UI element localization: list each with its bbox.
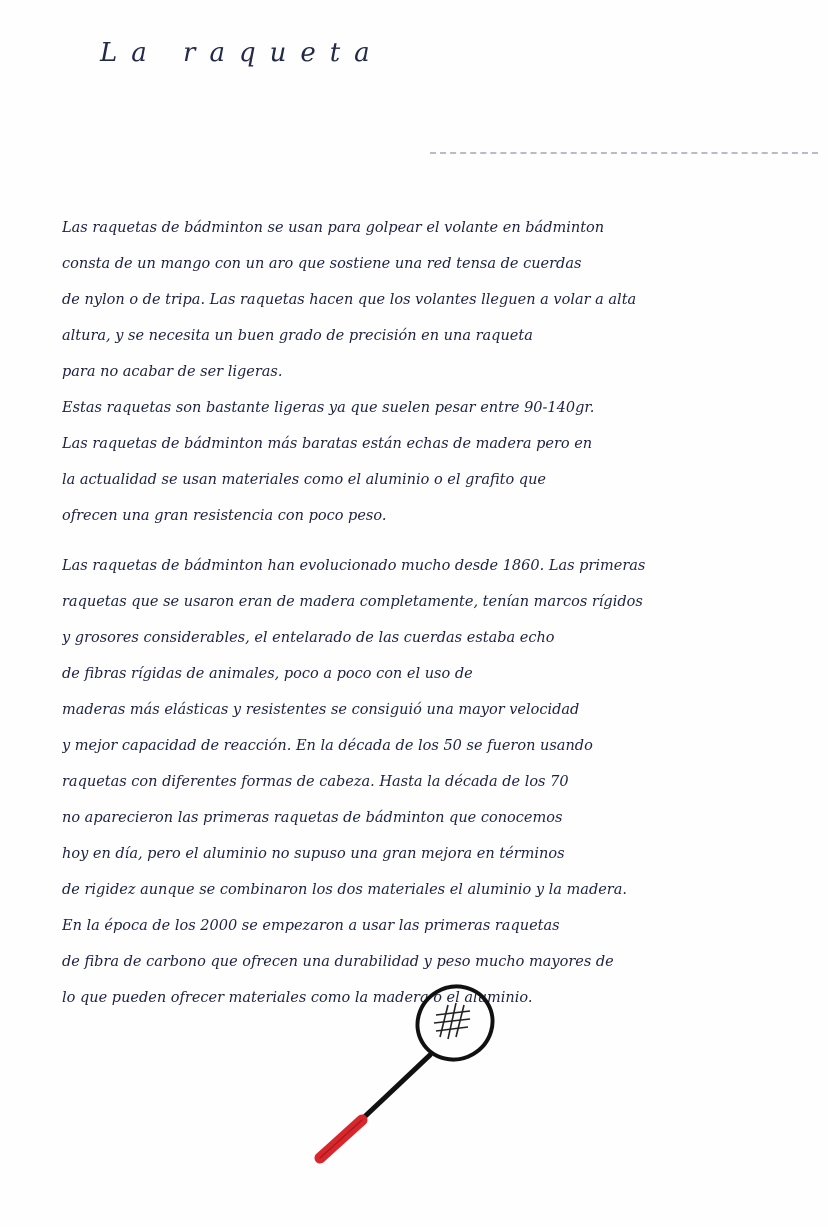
text-line: y grosores considerables, el entelarado de las cuerdas estaba echo [62,630,555,646]
text-line: de fibra de carbono que ofrecen una durabilidad y peso mucho mayores de [62,954,614,970]
text-line: altura, y se necesita un buen grado de precisión en una raqueta [62,328,533,344]
text-line: para no acabar de ser ligeras. [62,364,283,380]
paragraph-2 [62,548,792,1016]
text-line: hoy en día, pero el aluminio no supuso una gran mejora en términos [62,846,565,862]
dashed-divider [430,152,818,154]
text-line: y mejor capacidad de reacción. En la década de los 50 se fueron usando [62,738,593,754]
racket-grip-outline [320,1120,362,1158]
badminton-racket-icon [300,975,510,1175]
text-line: Estas raquetas son bastante ligeras ya que suelen pesar entre 90-140gr. [62,400,595,416]
text-line: de nylon o de tripa. Las raquetas hacen que los volantes lleguen a volar a alta [62,292,637,308]
racket-head [404,975,506,1073]
text-line: ofrecen una gran resistencia con poco peso. [62,508,387,524]
text-line: lo que pueden ofrecer materiales como la madera o el aluminio. [62,990,533,1006]
text-line: Las raquetas de bádminton se usan para golpear el volante en bádminton [62,220,605,236]
text-line: En la época de los 2000 se empezaron a usar las primeras raquetas [62,918,560,934]
text-line: de fibras rígidas de animales, poco a poco con el uso de [62,666,473,682]
text-line: raquetas que se usaron eran de madera completamente, tenían marcos rígidos [62,594,643,610]
racket-strings [434,1003,470,1039]
text-line: de rigidez aunque se combinaron los dos materiales el aluminio y la madera. [62,882,627,898]
text-line: la actualidad se usan materiales como el aluminio o el grafito que [62,472,547,488]
text-line: consta de un mango con un aro que sostiene una red tensa de cuerdas [62,256,582,272]
paragraph-1 [62,210,792,534]
page-title: La raqueta [100,38,384,68]
text-line: no aparecieron las primeras raquetas de bádminton que conocemos [62,810,563,826]
text-line: Las raquetas de bádminton más baratas están echas de madera pero en [62,436,593,452]
text-line: raquetas con diferentes formas de cabeza. Hasta la década de los 70 [62,774,569,790]
racket-shaft [358,1055,430,1123]
text-line: maderas más elásticas y resistentes se consiguió una mayor velocidad [62,702,580,718]
text-line: Las raquetas de bádminton han evolucionado mucho desde 1860. Las primeras [62,558,646,574]
